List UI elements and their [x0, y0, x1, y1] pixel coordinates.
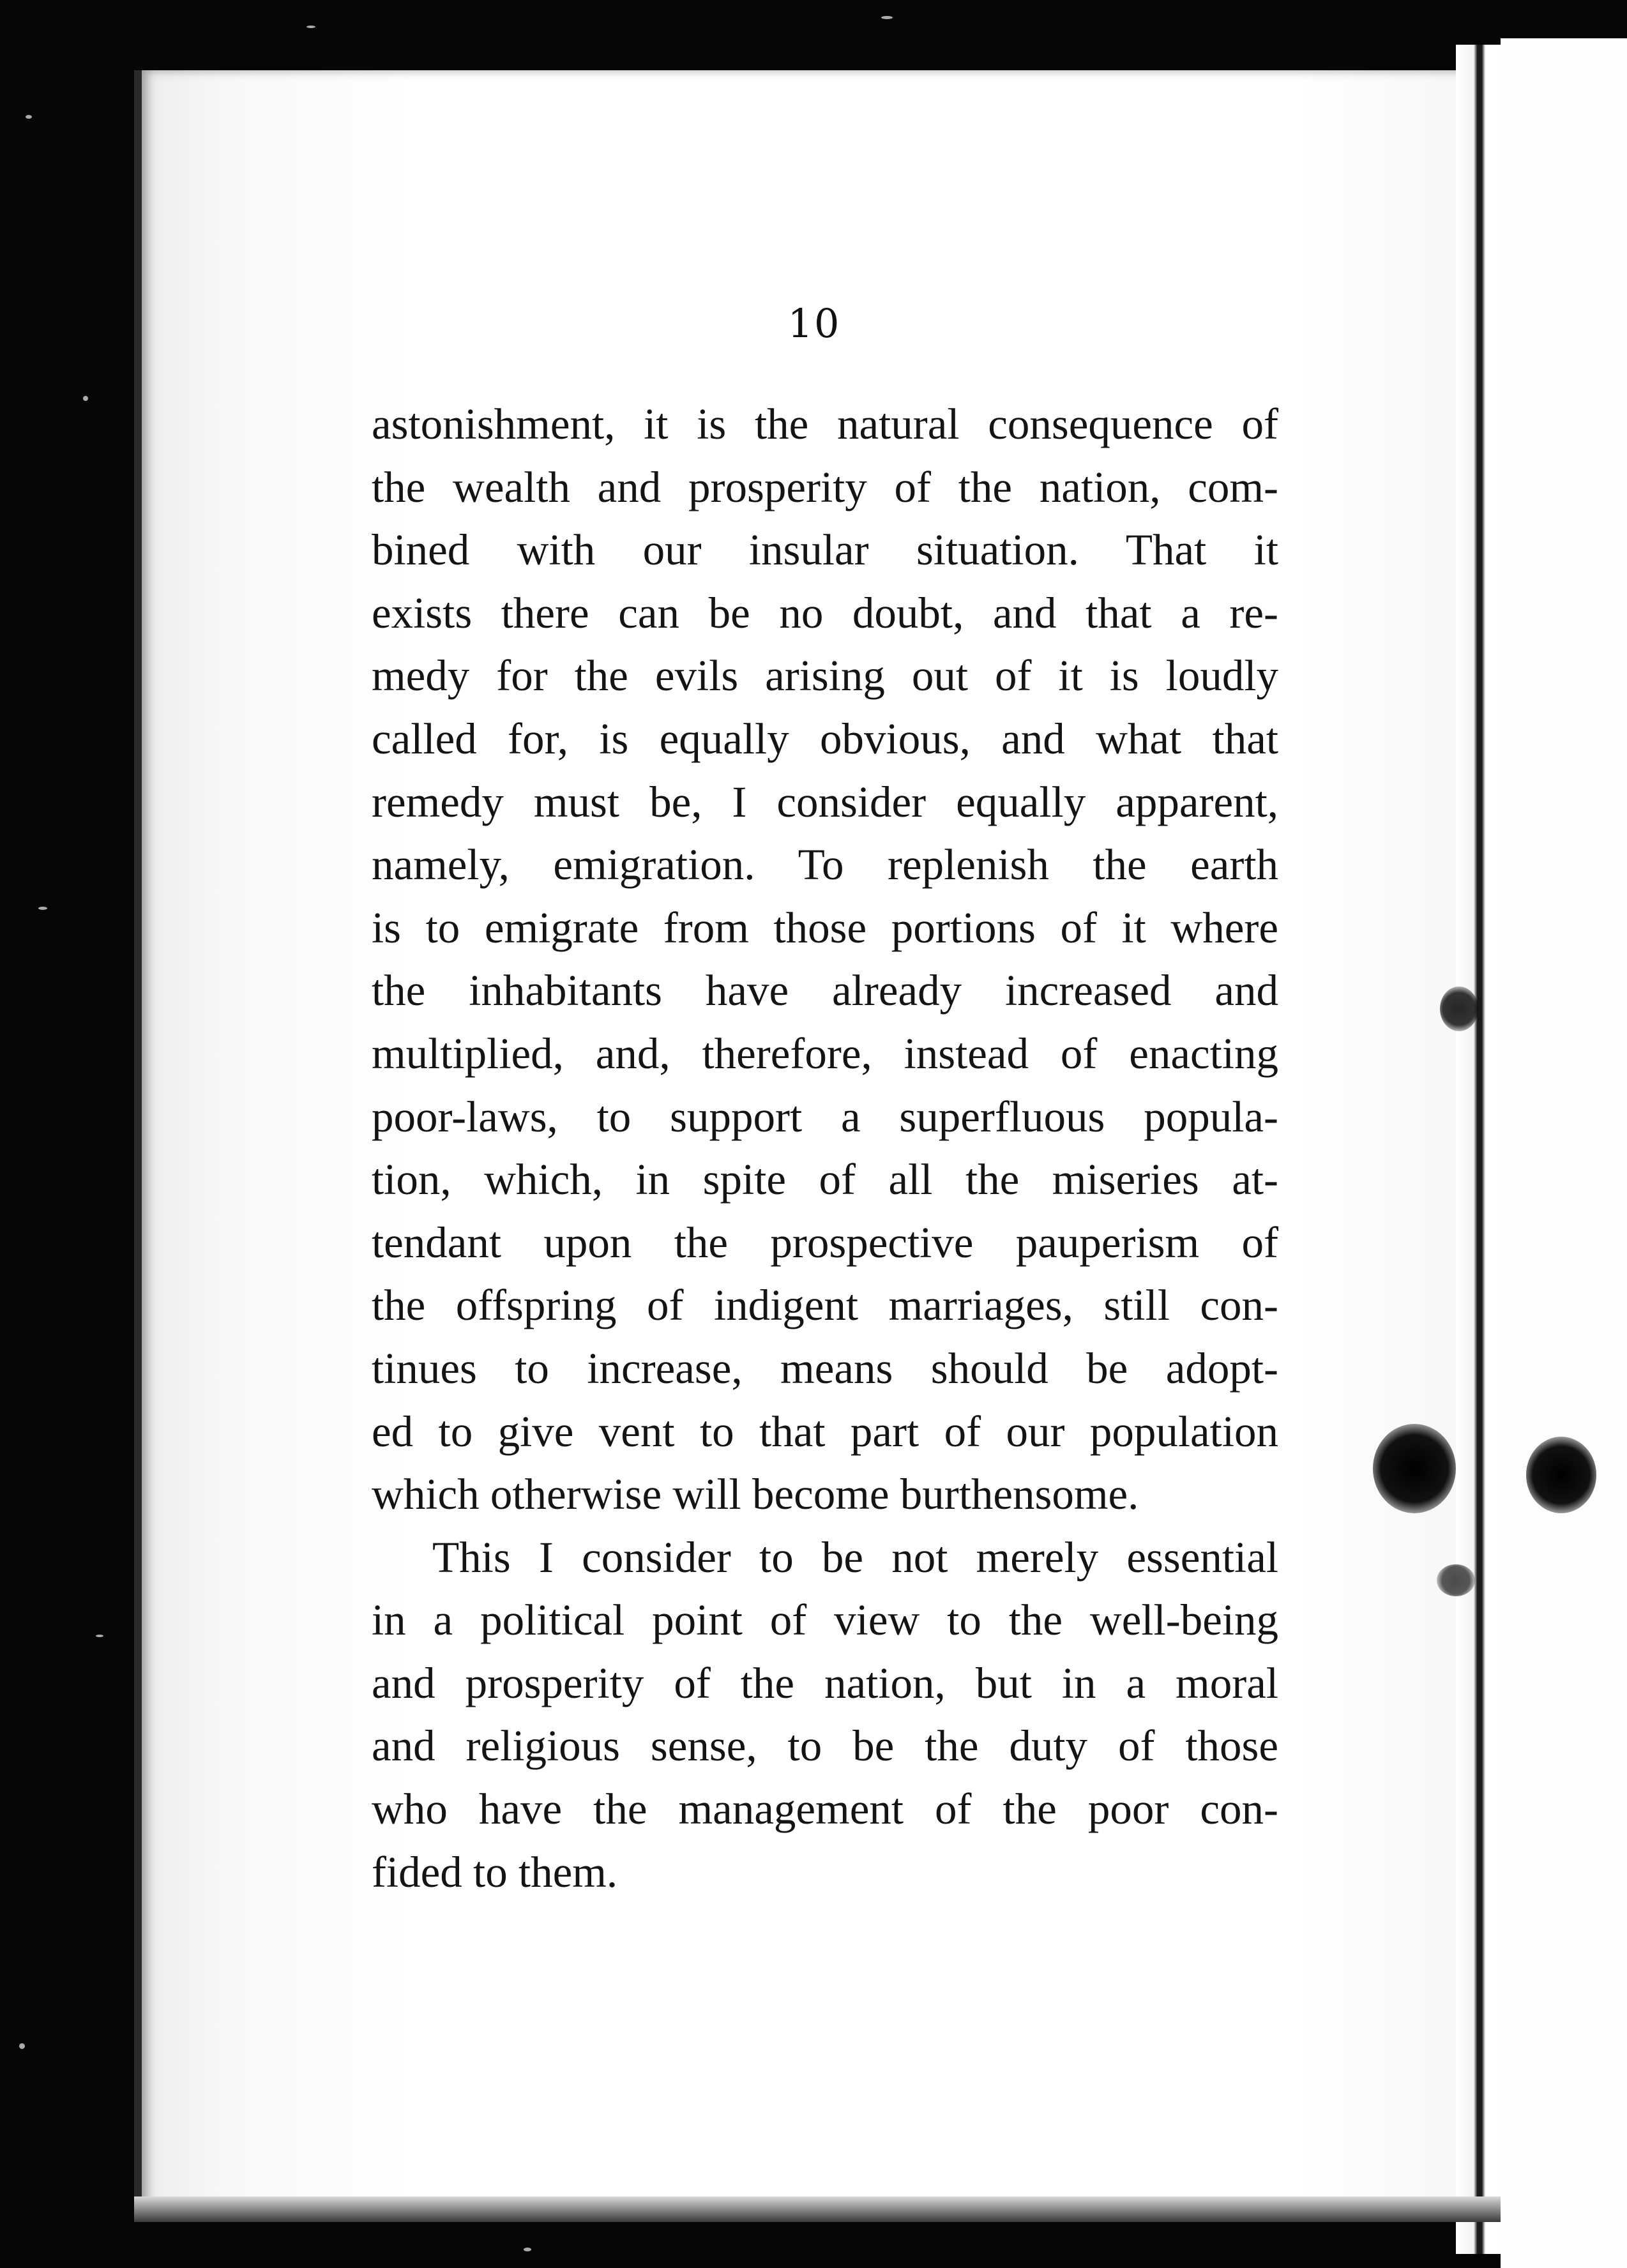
text-line: medy for the evils arising out of it is loudly — [372, 651, 1278, 700]
scan-speck — [881, 16, 893, 19]
text-line: called for, is equally obvious, and what that — [372, 714, 1278, 763]
text-line: who have the management of the poor con- — [372, 1785, 1278, 1834]
text-line: exists there can be no doubt, and that a re- — [372, 588, 1278, 637]
page-gutter-edge — [1456, 45, 1501, 2254]
text-line: bined with our insular situation. That it — [372, 525, 1278, 575]
text-line: tendant upon the prospective pauperism of — [372, 1218, 1278, 1267]
ink-blot — [1373, 1424, 1456, 1513]
scan-speck — [38, 907, 47, 910]
scan-speck — [524, 2248, 531, 2251]
ink-blot — [1437, 1564, 1475, 1596]
paragraph-2 — [372, 1526, 1278, 1904]
text-line: namely, emigration. To replenish the earth — [372, 840, 1278, 889]
text-line: the offspring of indigent marriages, still con- — [372, 1281, 1278, 1330]
text-line: the inhabitants have already increased and — [372, 966, 1278, 1015]
text-line: tinues to increase, means should be adopt- — [372, 1343, 1278, 1393]
scan-speck — [83, 396, 88, 401]
text-line: in a political point of view to the well-being — [372, 1596, 1278, 1645]
paragraph-1 — [372, 393, 1278, 1526]
text-line: This I consider to be not merely essential — [432, 1532, 1278, 1582]
text-line: which otherwise will become burthensome. — [372, 1470, 1139, 1519]
text-line: the wealth and prosperity of the nation, com- — [372, 462, 1278, 511]
scan-speck — [306, 26, 315, 28]
text-line: multiplied, and, therefore, instead of enacting — [372, 1029, 1278, 1078]
ink-blot — [1526, 1437, 1596, 1513]
text-line: is to emigrate from those portions of it where — [372, 903, 1278, 952]
body-text — [372, 393, 1278, 1903]
scan-speck — [96, 1635, 103, 1637]
text-line: remedy must be, I consider equally apparent, — [372, 777, 1278, 826]
page-bottom-shadow — [134, 2196, 1501, 2222]
facing-page-strip — [1501, 38, 1627, 2268]
text-line: and prosperity of the nation, but in a moral — [372, 1658, 1278, 1707]
text-line: astonishment, it is the natural consequence of — [372, 400, 1278, 448]
ink-blot — [1440, 987, 1478, 1031]
text-line: ed to give vent to that part of our population — [372, 1407, 1278, 1456]
scan-speck — [26, 115, 32, 119]
text-line: tion, which, in spite of all the miseries at- — [372, 1155, 1278, 1204]
text-line: poor-laws, to support a superfluous popula- — [372, 1092, 1278, 1141]
page-number: 10 — [787, 300, 841, 347]
scan-speck — [19, 2043, 25, 2049]
text-line: fided to them. — [372, 1847, 618, 1896]
text-line: and religious sense, to be the duty of those — [372, 1721, 1278, 1771]
